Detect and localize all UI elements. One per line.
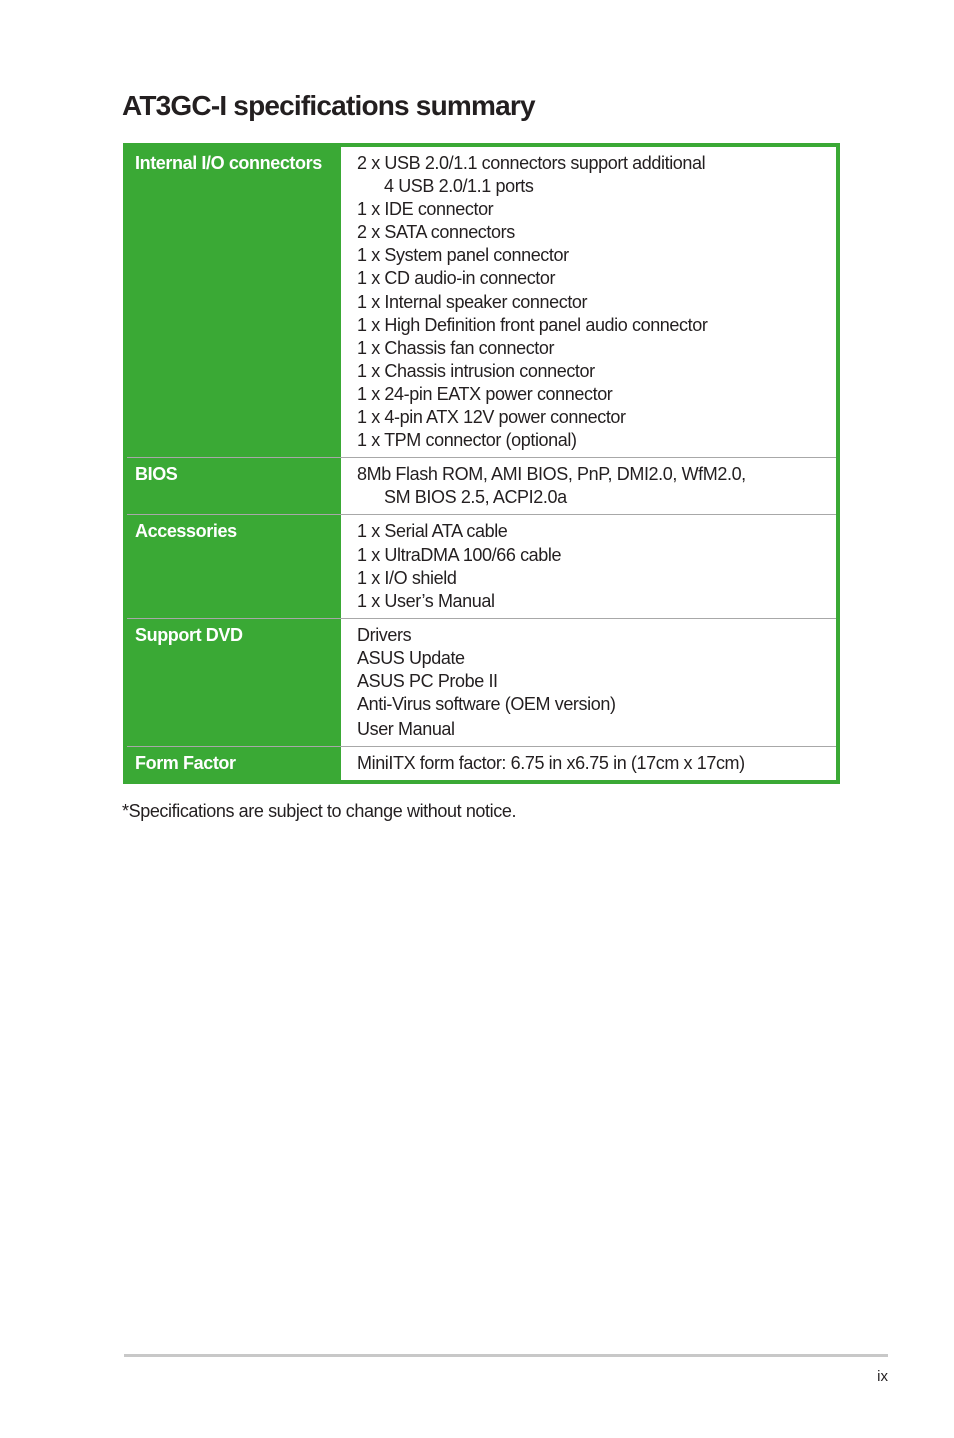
spec-row-accessories [127,515,836,618]
spec-line: ASUS PC Probe II [357,670,498,691]
spec-value [341,147,836,457]
spec-line: MiniITX form factor: 6.75 in x6.75 in (17cm x 17cm) [357,753,745,774]
spec-row-form-factor [127,747,836,780]
spec-line: 1 x 24-pin EATX power connector [357,383,613,404]
spec-line: Drivers [357,624,412,645]
spec-line: 1 x User’s Manual [357,590,495,611]
spec-line: 1 x 4-pin ATX 12V power connector [357,407,626,428]
spec-line: Anti-Virus software (OEM version) [357,694,616,715]
spec-label: BIOS [127,458,341,514]
spec-line: 1 x Internal speaker connector [357,291,588,312]
spec-line: 2 x SATA connectors [357,222,515,243]
spec-line: 4 USB 2.0/1.1 ports [384,176,534,197]
page-number: ix [877,1368,888,1385]
spec-line: 1 x High Definition front panel audio connector [357,314,708,335]
spec-line: 1 x CD audio-in connector [357,268,556,289]
spec-value [341,515,836,617]
spec-line: 1 x IDE connector [357,199,494,220]
spec-line: 1 x UltraDMA 100/66 cable [357,544,562,565]
spec-value [341,747,836,780]
spec-row-support-dvd [127,619,836,747]
spec-line: 8Mb Flash ROM, AMI BIOS, PnP, DMI2.0, WfM2.0, [357,464,746,485]
spec-label: Accessories [127,515,341,617]
spec-line: SM BIOS 2.5, ACPI2.0a [384,487,567,508]
spec-line: 1 x Chassis fan connector [357,337,555,358]
footer-divider [124,1354,888,1357]
spec-label: Form Factor [127,747,341,780]
spec-value [341,619,836,746]
spec-line: 1 x TPM connector (optional) [357,430,577,451]
spec-label: Internal I/O connectors [127,147,341,457]
spec-line: 1 x System panel connector [357,245,569,266]
spec-line: 1 x Serial ATA cable [357,521,508,542]
footnote: *Specifications are subject to change without notice. [122,801,517,821]
page-title: AT3GC-I specifications summary [122,90,535,121]
spec-line: User Manual [357,719,455,740]
spec-line: 1 x Chassis intrusion connector [357,360,595,381]
spec-row-internal-io [127,147,836,458]
spec-line: 1 x I/O shield [357,567,457,588]
spec-row-bios [127,458,836,515]
spec-label: Support DVD [127,619,341,746]
spec-line: ASUS Update [357,647,465,668]
spec-value [341,458,836,514]
specifications-table [123,143,840,784]
spec-line: 2 x USB 2.0/1.1 connectors support additional [357,153,706,173]
